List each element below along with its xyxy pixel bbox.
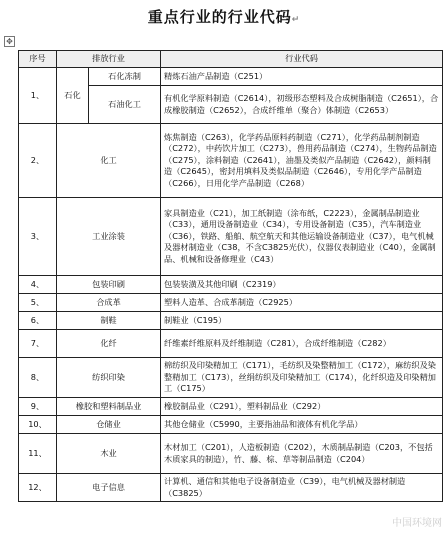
row-industry: 包装印刷: [57, 276, 161, 294]
row-no: 1、: [19, 68, 57, 124]
row-no: 5、: [19, 294, 57, 312]
row-industry: 仓储业: [57, 416, 161, 434]
row-no: 11、: [19, 434, 57, 474]
table-row: [19, 434, 443, 474]
table-row: [19, 68, 443, 86]
row-group: 石化: [57, 68, 89, 124]
row-no: 3、: [19, 198, 57, 276]
table-row: [19, 294, 443, 312]
row-no: 6、: [19, 312, 57, 330]
row-industry: 化纤: [57, 330, 161, 358]
table-move-handle-icon[interactable]: ✥: [4, 36, 15, 47]
row-industry: 制鞋: [57, 312, 161, 330]
row-no: 7、: [19, 330, 57, 358]
page-title: 重点行业的行业代码↵: [147, 8, 301, 26]
row-no: 10、: [19, 416, 57, 434]
row-industry: 合成革: [57, 294, 161, 312]
row-code: 木材加工（C201），人造板制造（C202），木质制品制造（C203，不包括木质家具的制造），竹、藤、棕、草等制品制造（C204）: [161, 434, 443, 474]
row-no: 2、: [19, 124, 57, 198]
row-industry: 工业涂装: [57, 198, 161, 276]
row-code: 计算机、通信和其他电子设备制造业（C39），电气机械及器材制造（C3825）: [161, 474, 443, 502]
row-code: 棉纺织及印染精加工（C171），毛纺织及染整精加工（C172），麻纺织及染整精加工（C173），丝绢纺织及印染精加工（C174），化纤织造及印染精加工（C175）: [161, 358, 443, 398]
row-industry: 石化冻制: [89, 68, 161, 86]
table-row: [19, 330, 443, 358]
watermark-logo: 中国环境网: [392, 518, 442, 529]
row-no: 8、: [19, 358, 57, 398]
row-industry: 木业: [57, 434, 161, 474]
header-code: 行业代码: [161, 51, 443, 68]
row-code: 纤维素纤维原料及纤维制造（C281），合成纤维制造（C282）: [161, 330, 443, 358]
row-no: 9、: [19, 398, 57, 416]
row-code: 家具制造业（C21），加工纸制造（涂布纸，C2223），金属制品制造业（C33），通用设备制造业（C34），专用设备制造（C35），汽车制造业（C36），铁路、船舶、航空航天和其他运输设备制造业（C37），电气机械及器材制造业（C38，不含C3825光伏），仪器仪表制造业（C40），金属制品、机械和设备修理业（C43）: [161, 198, 443, 276]
header-no: 序号: [19, 51, 57, 68]
row-no: 4、: [19, 276, 57, 294]
table-header-row: [19, 51, 443, 68]
row-code: 有机化学原料制造（C2614），初级形态塑料及合成树脂制造（C2651），合成橡胶制造（C2652），合成纤维单（聚合）体制造（C2653）: [161, 86, 443, 124]
table-row: [19, 398, 443, 416]
row-industry: 纺织印染: [57, 358, 161, 398]
header-industry: 排放行业: [57, 51, 161, 68]
table-row: [19, 416, 443, 434]
row-industry: 石油化工: [89, 86, 161, 124]
row-code: 其他仓储业（C5990，主要指油品和液体有机化学品）: [161, 416, 443, 434]
table-row: [19, 198, 443, 276]
row-code: 塑料人造革、合成革制造（C2925）: [161, 294, 443, 312]
table-row: [19, 474, 443, 502]
table-row: [19, 276, 443, 294]
row-code: 炼焦制造（C263），化学药品原料药制造（C271），化学药品制剂制造（C272），中药饮片加工（C273），兽用药品制造（C274），生物药品制造（C275），涂料制造（C2641），油墨及类似产品制造（C2642），颜料制造（C2645），密封用填料及类似品制造（C2646），专用化学产品制造（C266），日用化学产品制造（C268）: [161, 124, 443, 198]
row-industry: 化工: [57, 124, 161, 198]
row-code: 橡胶制品业（C291），塑料制品业（C292）: [161, 398, 443, 416]
table-row: [19, 312, 443, 330]
row-code: 精炼石油产品制造（C251）: [161, 68, 443, 86]
table-row: [19, 124, 443, 198]
row-code: 包装装潢及其他印刷（C2319）: [161, 276, 443, 294]
row-no: 12、: [19, 474, 57, 502]
table-row: [19, 358, 443, 398]
row-industry: 橡胶和塑料制品业: [57, 398, 161, 416]
row-code: 制鞋业（C195）: [161, 312, 443, 330]
row-industry: 电子信息: [57, 474, 161, 502]
industry-code-table: [18, 50, 443, 502]
